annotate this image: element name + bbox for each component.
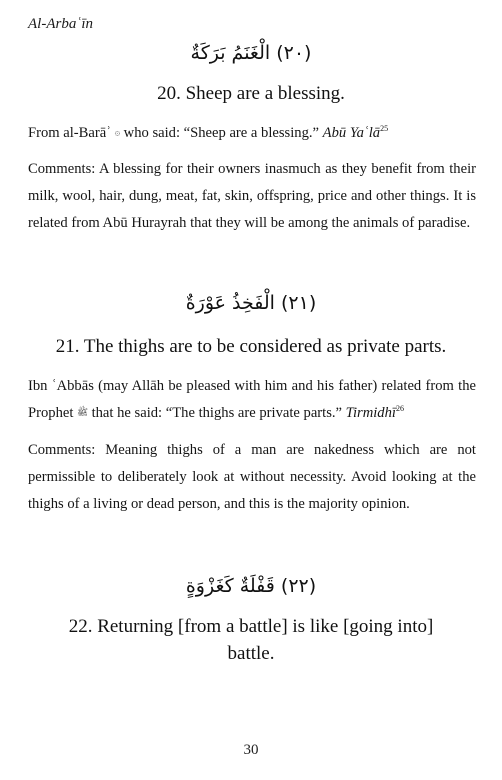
hadith-20-narration-mid: who said: “Sheep are a blessing.” [120, 125, 323, 141]
hadith-20-heading: 20. Sheep are a blessing. [157, 83, 345, 104]
hadith-22-arabic-title: (٢٢) قَفْلَةٌ كَغَزْوَةٍ [185, 575, 317, 597]
hadith-20-arabic-title: (٢٠) الْغَنَمُ بَرَكَةٌ [190, 42, 312, 64]
hadith-21-arabic-title: (٢١) الْفَخِذُ عَوْرَةٌ [185, 292, 317, 314]
hadith-20-narration [28, 120, 476, 147]
footnote-marker-25: 25 [380, 124, 389, 134]
hadith-20-comments: Comments: A blessing for their owners inasmuch as they benefit from their milk, wool, hair, dung, meat, fat, skin, offspring, price and other things. It is related from Abū Hurayrah that they will be among the animals of paradise. [28, 161, 476, 231]
honorific-icon: ﷺ [77, 408, 88, 418]
footnote-marker-26: 26 [395, 404, 404, 414]
hadith-20-narration-prefix: From al-Barāʾ [28, 125, 112, 141]
hadith-20-source: Abū Yaʿlā [322, 125, 381, 141]
hadith-21-heading: 21. The thighs are to be considered as private parts. [55, 336, 447, 357]
honorific-icon: ۞ [114, 128, 121, 138]
hadith-21-comments: Comments: Meaning thighs of a man are nakedness which are not permissible to deliberately look at without necessity. Avoid looking at the thighs of a living or dead person, and this is the majority opinion. [28, 442, 476, 512]
hadith-21-source: Tirmidhī [345, 405, 396, 421]
hadith-21-narration-prefix: Ibn ʿAbbās (may Allāh be pleased with him and his father) related from the Prophet [28, 378, 476, 421]
running-head: Al-Arbaʿīn [28, 16, 93, 32]
hadith-22-heading-line2: battle. [227, 643, 275, 664]
page-number: 30 [243, 742, 259, 758]
hadith-21-narration [28, 373, 476, 427]
hadith-22-heading-line1: 22. Returning [from a battle] is like [going into] [68, 616, 434, 637]
hadith-21-narration-mid: that he said: “The thighs are private parts.” [87, 405, 346, 421]
